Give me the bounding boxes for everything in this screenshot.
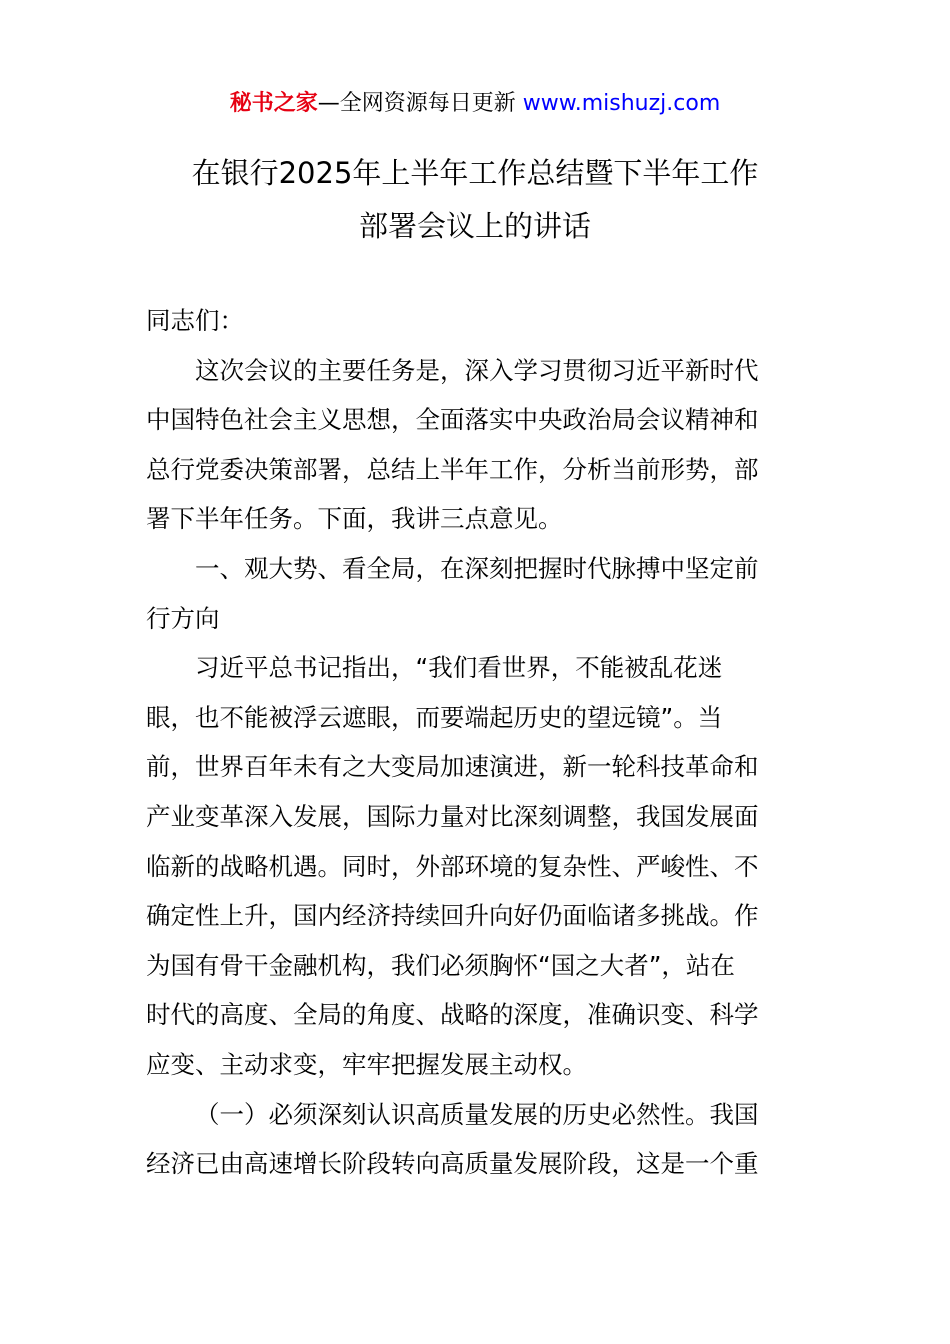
paragraph-line: 为国有骨干金融机构，我们必须胸怀“国之大者”，站在 <box>146 950 735 980</box>
salutation: 同志们： <box>146 306 244 335</box>
paragraph-line: 眼，也不能被浮云遮眼，而要端起历史的望远镜”。当 <box>146 702 723 732</box>
paragraph-line: 产业变革深入发展，国际力量对比深刻调整，我国发展面 <box>146 801 759 831</box>
section-heading-line: 一、观大势、看全局，在深刻把握时代脉搏中坚定前 <box>195 553 759 583</box>
paragraph-line: 总行党委决策部署，总结上半年工作，分析当前形势，部 <box>146 454 759 484</box>
paragraph-line: 习近平总书记指出，“我们看世界，不能被乱花迷 <box>195 653 723 683</box>
title-line-1: 在银行2025年上半年工作总结暨下半年工作 <box>191 156 759 190</box>
paragraph-line: 确定性上升，国内经济持续回升向好仍面临诸多挑战。作 <box>146 901 759 931</box>
subsection-line: （一）必须深刻认识高质量发展的历史必然性。我国 <box>195 1099 759 1129</box>
paragraph-line: 中国特色社会主义思想，全面落实中央政治局会议精神和 <box>146 405 759 435</box>
paragraph-line: 这次会议的主要任务是，深入学习贯彻习近平新时代 <box>195 355 759 385</box>
section-heading-line: 行方向 <box>146 603 220 633</box>
paragraph-line: 应变、主动求变，牢牢把握发展主动权。 <box>146 1049 587 1079</box>
title-line-2: 部署会议上的讲话 <box>358 209 591 243</box>
site-tagline: —全网资源每日更新 <box>317 91 523 116</box>
paragraph-line: 前，世界百年未有之大变局加速演进，新一轮科技革命和 <box>146 752 759 782</box>
paragraph-line: 经济已由高速增长阶段转向高质量发展阶段，这是一个重 <box>146 1149 759 1179</box>
site-brand: 秘书之家 <box>229 91 318 116</box>
site-url-link[interactable]: www.mishuzj.com <box>522 91 721 116</box>
document-title <box>100 147 850 253</box>
document-body <box>146 296 806 1189</box>
paragraph-line: 时代的高度、全局的角度、战略的深度，准确识变、科学 <box>146 1000 759 1030</box>
paragraph-line: 临新的战略机遇。同时，外部环境的复杂性、严峻性、不 <box>146 851 759 881</box>
site-header <box>0 88 950 120</box>
paragraph-line: 署下半年任务。下面，我讲三点意见。 <box>146 504 563 534</box>
